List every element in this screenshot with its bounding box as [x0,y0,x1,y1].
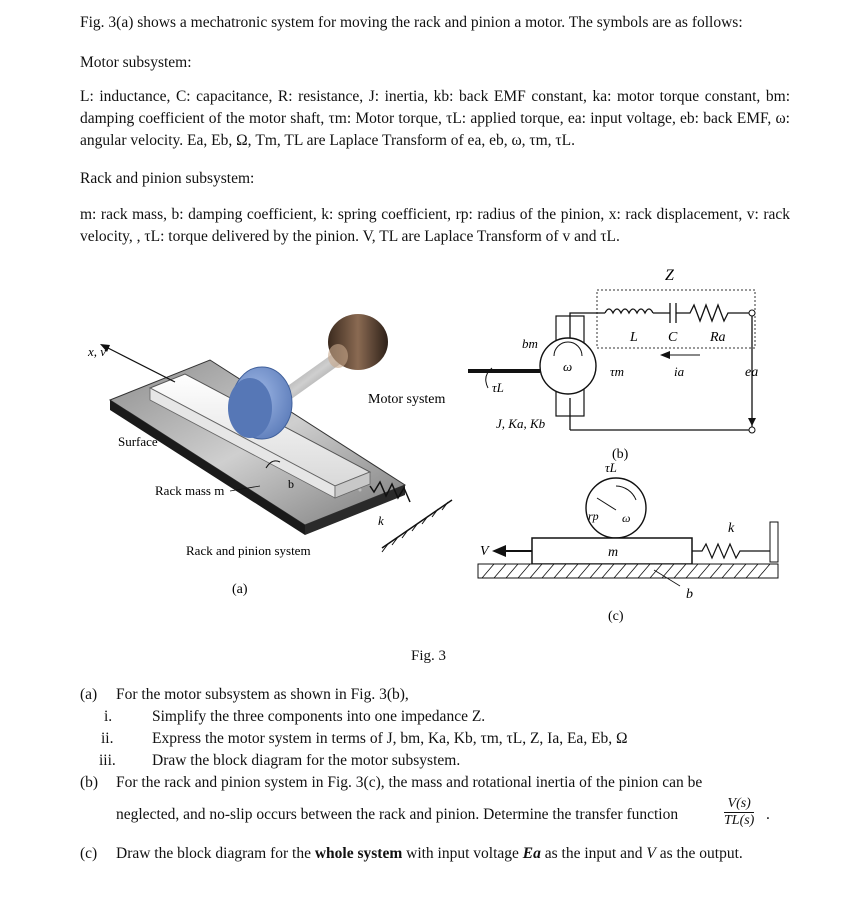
transfer-function [724,796,754,829]
v-label: V [480,544,489,559]
fig-a-caption: (a) [232,582,248,597]
ra-label: Ra [710,330,726,345]
pinion-circle [586,478,646,538]
b-label-a: b [288,477,294,491]
figure-caption: Fig. 3 [411,648,447,664]
rack-heading: Rack and pinion subsystem: [80,170,255,187]
question-a-i-text: Simplify the three components into one impedance Z. [152,708,486,725]
surface-label: Surface [118,434,158,449]
terminal-bottom [749,427,755,433]
rack-mass-label: Rack mass m [155,483,225,498]
question-c-text [116,843,743,865]
question-b-num: (b) [80,774,99,791]
question-c-v: V [646,845,656,862]
z-label: Z [665,267,674,284]
j-ka-kb-label: J, Ka, Kb [496,416,546,431]
wall [770,522,778,562]
question-c-bold: whole system [314,845,403,862]
question-c-num: (c) [80,845,98,862]
omega-label-c: ω [622,511,631,525]
question-b-line1: For the rack and pinion system in Fig. 3(c), the mass and rotational inertia of the pinion can be [116,774,703,791]
motor-symbols: L: inductance, C: capacitance, R: resistance, J: inertia, kb: back EMF constant, ka: motor torque constant, bm: damping coefficient of the motor shaft, τm: Motor torque, τL: applied torque, ea: input voltage, eb: back EMF, ω: angular velocity. Ea, Eb, Ω, Tm, TL are Laplace Transform of ea, eb, ω, τm, τL. [80,88,790,149]
tf-denominator: TL(s) [724,813,755,828]
l-label: L [630,330,638,345]
fig-c-caption: (c) [608,609,624,624]
intro-text: Fig. 3(a) shows a mechatronic system for moving the rack and pinion a motor. The symbols are as follows: [80,14,743,31]
question-c-mid2: as the input and [544,845,643,862]
spring-c [692,544,770,558]
k-label-c: k [728,521,735,536]
motor-heading: Motor subsystem: [80,54,192,71]
question-a-ii-num: ii. [101,730,114,747]
question-a-i-num: i. [104,708,113,725]
xv-label: x, v [88,344,107,359]
figure-c [470,458,790,628]
ia-label: ia [674,364,685,379]
tf-period: . [766,806,770,823]
question-a-text: For the motor subsystem as shown in Fig. 3(b), [116,686,409,703]
figure-b [460,258,800,478]
terminal-top [749,310,755,316]
question-a-num: (a) [80,686,98,703]
question-c-post: as the output. [659,845,743,862]
question-b-line2: neglected, and no-slip occurs between the rack and pinion. Determine the transfer function [116,806,679,823]
m-label: m [608,545,619,560]
ground-hatch [478,564,778,578]
tau-l-label-b: τL [492,380,504,395]
tf-numerator: V(s) [724,796,754,813]
question-a-iii-num: iii. [99,752,116,769]
rack-pinion-label: Rack and pinion system [186,543,311,558]
bm-label: bm [522,336,538,351]
omega-label-b: ω [563,359,573,374]
rack-symbols: m: rack mass, b: damping coefficient, k: spring coefficient, rp: radius of the pinion, x: rack displacement, v: rack velocity, , τL: torque delivered by the pinion. V, TL are Laplace Transform of v and τL. [80,206,790,245]
fig-b-caption: (b) [612,447,629,462]
c-label: C [668,330,678,345]
circuit-wires [570,303,752,433]
question-c-pre: Draw the block diagram for the [116,845,311,862]
motor-body [328,314,388,370]
xv-arrow [108,348,175,382]
question-c-mid: with input voltage [406,845,519,862]
rp-label: rp [588,509,599,523]
figure-a [70,300,470,610]
motor-system-label: Motor system [368,392,446,407]
k-label-a: k [378,513,384,528]
question-a-ii-text: Express the motor system in terms of J, bm, Ka, Kb, τm, τL, Z, Ia, Ea, Eb, Ω [152,730,628,747]
b-label-c: b [686,587,693,602]
tau-m-label: τm [610,364,625,379]
tau-l-label-c: τL [605,460,617,475]
question-c-ea: Ea [522,845,541,862]
ea-label: ea [745,365,759,380]
question-a-iii-text: Draw the block diagram for the motor subsystem. [152,752,461,769]
